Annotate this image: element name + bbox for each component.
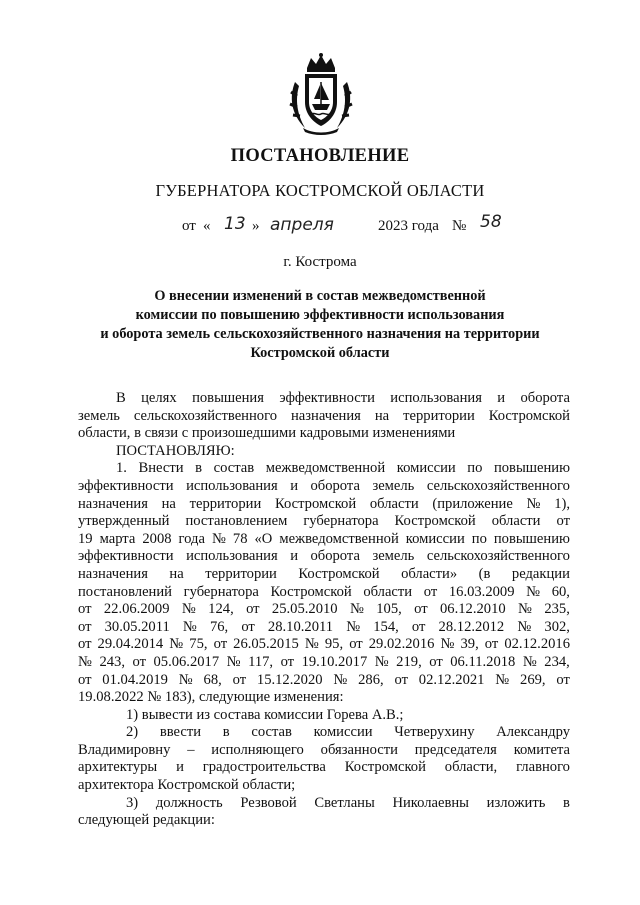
word: 234,	[544, 653, 570, 670]
word: В	[116, 390, 126, 406]
word: Резвовой	[240, 794, 297, 811]
word: 05.06.2017	[153, 653, 220, 670]
word: эффективности	[78, 548, 174, 565]
word: повышению	[493, 530, 570, 547]
word: 30.05.2011	[104, 618, 170, 635]
resolution-body	[78, 390, 570, 830]
word: оборота	[310, 477, 360, 494]
body-line: области, в связи с произошедшими кадровыми изменениями	[78, 425, 456, 442]
word: постановлений	[78, 583, 172, 600]
word: и	[497, 390, 506, 406]
word: от	[423, 583, 438, 600]
word: сельскохозяйственного	[133, 407, 278, 424]
word: Костромской	[488, 407, 570, 424]
word: сельскохозяйственного	[426, 548, 570, 565]
word: должность	[155, 794, 223, 811]
word: 76,	[209, 618, 229, 635]
word: №	[181, 601, 196, 618]
word: №	[374, 653, 389, 670]
word: 243,	[99, 653, 125, 670]
word: от	[246, 601, 260, 618]
word: 2)	[126, 724, 139, 741]
word: комиссии	[313, 724, 373, 741]
word: на	[161, 495, 176, 512]
word: от	[429, 653, 443, 670]
word: Александру	[496, 724, 570, 741]
word: 29.02.2016	[368, 636, 435, 653]
word: оборота	[310, 548, 360, 565]
word: Светланы	[314, 794, 375, 811]
word: Владимировну	[78, 741, 171, 758]
word: губернатора	[303, 513, 379, 530]
body-line	[78, 724, 570, 742]
word: утвержденный	[78, 513, 170, 530]
word: Костромской	[298, 565, 380, 582]
word: председателя	[414, 741, 497, 758]
word: 219,	[396, 653, 422, 670]
word: сельскохозяйственного	[426, 477, 570, 494]
body-line	[78, 566, 570, 584]
word: редакции	[511, 565, 570, 582]
word: обязанности	[320, 741, 398, 758]
word: главного	[516, 759, 570, 776]
word: состав	[213, 460, 255, 477]
word: 02.12.2016	[504, 636, 570, 653]
word: (в	[478, 565, 491, 582]
word: Внести	[138, 460, 184, 477]
word: комитета	[513, 741, 570, 758]
body-line	[78, 742, 570, 760]
word: от	[78, 601, 92, 618]
body-line	[78, 531, 570, 549]
word: от	[213, 636, 228, 653]
word: межведомственной	[265, 460, 386, 477]
word: комиссии	[396, 460, 456, 477]
word: 19.10.2017	[301, 653, 368, 670]
word: в	[563, 794, 570, 811]
word: области,	[444, 759, 498, 776]
body-line: 1) вывести из состава комиссии Горева А.В.;	[126, 706, 404, 723]
body-line: архитектора Костромской области;	[78, 777, 296, 794]
number-handwritten: 58	[480, 212, 502, 232]
date-prefix: от	[182, 218, 196, 234]
word: назначения	[78, 565, 148, 582]
word: 154,	[373, 618, 399, 635]
word: от	[556, 671, 570, 688]
word: области»	[401, 565, 458, 582]
word: территории	[403, 407, 475, 424]
heading-line: комиссии по повышению эффективности использования	[135, 307, 505, 323]
word: от	[349, 636, 363, 653]
word: №	[526, 583, 541, 600]
word: №	[495, 671, 510, 688]
body-line	[78, 654, 570, 672]
body-line	[78, 496, 570, 514]
body-line	[78, 548, 570, 566]
word: использования	[186, 548, 278, 565]
word: области	[363, 583, 413, 600]
word: –	[187, 741, 195, 758]
word: 117,	[248, 653, 274, 670]
body-line	[78, 636, 570, 654]
word: 78	[232, 530, 248, 547]
word: в	[195, 460, 203, 477]
word: территории	[205, 565, 277, 582]
word: изложить	[486, 794, 546, 811]
body-line	[78, 408, 570, 426]
word: от	[78, 636, 92, 653]
body-line	[78, 601, 570, 619]
word: 269,	[520, 671, 546, 688]
word: земель	[372, 548, 415, 565]
word: №	[333, 671, 348, 688]
word: 29.04.2014	[97, 636, 164, 653]
word: по	[471, 530, 487, 547]
word: эффективности	[279, 390, 375, 406]
word: постановлением	[185, 513, 288, 530]
word: №	[349, 601, 364, 618]
word: повышения	[192, 390, 264, 406]
word: №	[211, 530, 226, 547]
word: межведомственной	[279, 530, 399, 547]
word: (приложение	[432, 495, 513, 512]
body-line	[78, 584, 570, 602]
heading-line: и оборота земель сельскохозяйственного назначения на территории	[100, 326, 540, 342]
body-line	[78, 390, 570, 408]
word: от	[78, 671, 92, 688]
word: №	[518, 601, 532, 618]
word: 235,	[544, 601, 570, 618]
word: от	[232, 671, 247, 688]
word: №	[178, 671, 193, 688]
word: №	[182, 618, 197, 635]
word: №	[526, 495, 541, 512]
document-issuer: ГУБЕРНАТОРА КОСТРОМСКОЙ ОБЛАСТИ	[155, 181, 485, 200]
word: 19	[78, 530, 93, 547]
word: 28.10.2011	[267, 618, 334, 635]
heading-line: О внесении изменений в состав межведомственной	[154, 288, 486, 304]
word: №	[169, 636, 184, 653]
word: по	[467, 460, 483, 477]
word: Костромской	[394, 513, 476, 530]
coat-of-arms-emblem	[285, 52, 357, 136]
word: на	[374, 407, 390, 424]
body-line	[78, 672, 570, 690]
word: от	[394, 671, 408, 688]
word: №	[440, 636, 455, 653]
coat-of-arms-icon	[285, 52, 357, 136]
word: от	[78, 618, 92, 635]
word: 1),	[554, 495, 570, 512]
word: 01.04.2019	[102, 671, 168, 688]
word: от	[132, 653, 146, 670]
word: эффективности	[78, 477, 174, 494]
word: оборота	[520, 390, 570, 406]
word: на	[169, 565, 184, 582]
word: 06.12.2010	[440, 601, 506, 618]
word: 286,	[358, 671, 384, 688]
city-line: г. Кострома	[283, 254, 357, 270]
word: 302,	[544, 618, 570, 635]
date-year: 2023 года	[378, 218, 439, 234]
date-day-handwritten: 13	[224, 214, 246, 234]
word: №	[346, 618, 361, 635]
word: №	[226, 653, 241, 670]
word: 26.05.2015	[233, 636, 299, 653]
document-title: ПОСТАНОВЛЕНИЕ	[230, 146, 410, 166]
body-line: следующей редакции:	[78, 812, 215, 829]
word: 75,	[189, 636, 208, 653]
body-line	[78, 513, 570, 531]
word: 15.12.2020	[256, 671, 323, 688]
quote-open: «	[203, 218, 211, 234]
word: от	[414, 601, 428, 618]
word: 3)	[126, 794, 139, 811]
heading-line: Костромской области	[250, 345, 390, 361]
word: 60,	[551, 583, 570, 600]
word: №	[304, 636, 319, 653]
word: и	[176, 759, 184, 776]
word: назначения	[78, 495, 148, 512]
word: 28.12.2012	[438, 618, 505, 635]
word: Костромской	[274, 495, 357, 512]
word: 95,	[324, 636, 344, 653]
word: и	[290, 548, 298, 565]
body-line: 19.08.2022 № 183), следующие изменения:	[78, 689, 344, 706]
word: области	[491, 513, 541, 530]
word: 68,	[203, 671, 222, 688]
word: 2008	[142, 530, 172, 547]
word: градостроительства	[202, 759, 326, 776]
word: губернатора	[183, 583, 259, 600]
word: 1.	[116, 460, 127, 477]
word: использования	[390, 390, 482, 406]
word: состав	[251, 724, 292, 741]
word: исполняющего	[211, 741, 304, 758]
word: 39,	[460, 636, 479, 653]
word: 02.12.2021	[418, 671, 485, 688]
word: Николаевны	[392, 794, 469, 811]
word: №	[522, 653, 537, 670]
body-line	[78, 460, 570, 478]
body-line	[78, 759, 570, 777]
body-line	[78, 478, 570, 496]
word: 25.05.2010	[271, 601, 338, 618]
word: от	[241, 618, 255, 635]
number-sign: №	[452, 218, 467, 234]
body-line: ПОСТАНОВЛЯЮ:	[116, 442, 235, 459]
word: «О	[254, 530, 273, 547]
word: земель	[78, 407, 120, 424]
word: целях	[141, 390, 177, 406]
word: повышению	[493, 460, 570, 477]
word: года	[178, 530, 205, 547]
word: марта	[99, 530, 136, 547]
word: территории	[189, 495, 262, 512]
word: Четверухину	[394, 724, 475, 741]
word: земель	[372, 477, 415, 494]
word: №	[78, 653, 92, 670]
word: 105,	[376, 601, 402, 618]
word: использования	[186, 477, 278, 494]
body-line	[78, 795, 570, 813]
word: от	[556, 513, 570, 530]
word: от	[411, 618, 426, 635]
word: и	[290, 477, 298, 494]
word: назначения	[290, 407, 361, 424]
word: №	[517, 618, 532, 635]
word: архитектуры	[78, 759, 158, 776]
word: области	[369, 495, 419, 512]
body-line	[78, 619, 570, 637]
word: Костромской	[344, 759, 426, 776]
resolution-heading	[100, 287, 540, 363]
word: Костромской	[270, 583, 352, 600]
word: комиссии	[405, 530, 465, 547]
word: 124,	[208, 601, 234, 618]
word: 22.06.2009	[103, 601, 170, 618]
quote-close: »	[252, 218, 260, 234]
word: от	[484, 636, 499, 653]
word: 16.03.2009	[448, 583, 515, 600]
word: ввести	[159, 724, 202, 741]
word: 06.11.2018	[450, 653, 516, 670]
date-month-handwritten: апреля	[270, 215, 334, 235]
word: в	[222, 724, 230, 741]
word: от	[280, 653, 295, 670]
